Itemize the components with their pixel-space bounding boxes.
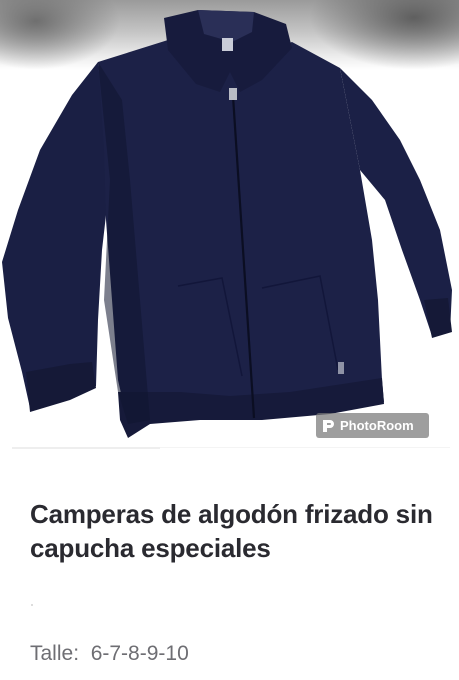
jacket-zipper-pull (229, 88, 237, 100)
jacket-right-cuff (424, 298, 452, 338)
product-title: Camperas de algodón frizado sin capucha especiales (30, 499, 433, 563)
decorative-dot (31, 604, 33, 606)
size-info (30, 642, 189, 666)
jacket-neck-tag (222, 38, 233, 51)
image-divider (12, 447, 160, 449)
watermark-text: PhotoRoom (340, 418, 414, 433)
photoroom-watermark (316, 413, 429, 438)
jacket-side-tag (338, 362, 344, 374)
size-values: 6-7-8-9-10 (90, 642, 189, 665)
jacket-left-sleeve (2, 62, 110, 408)
size-label: Talle: (30, 642, 80, 665)
photoroom-logo-icon (322, 419, 335, 433)
image-divider-faint (160, 447, 450, 448)
